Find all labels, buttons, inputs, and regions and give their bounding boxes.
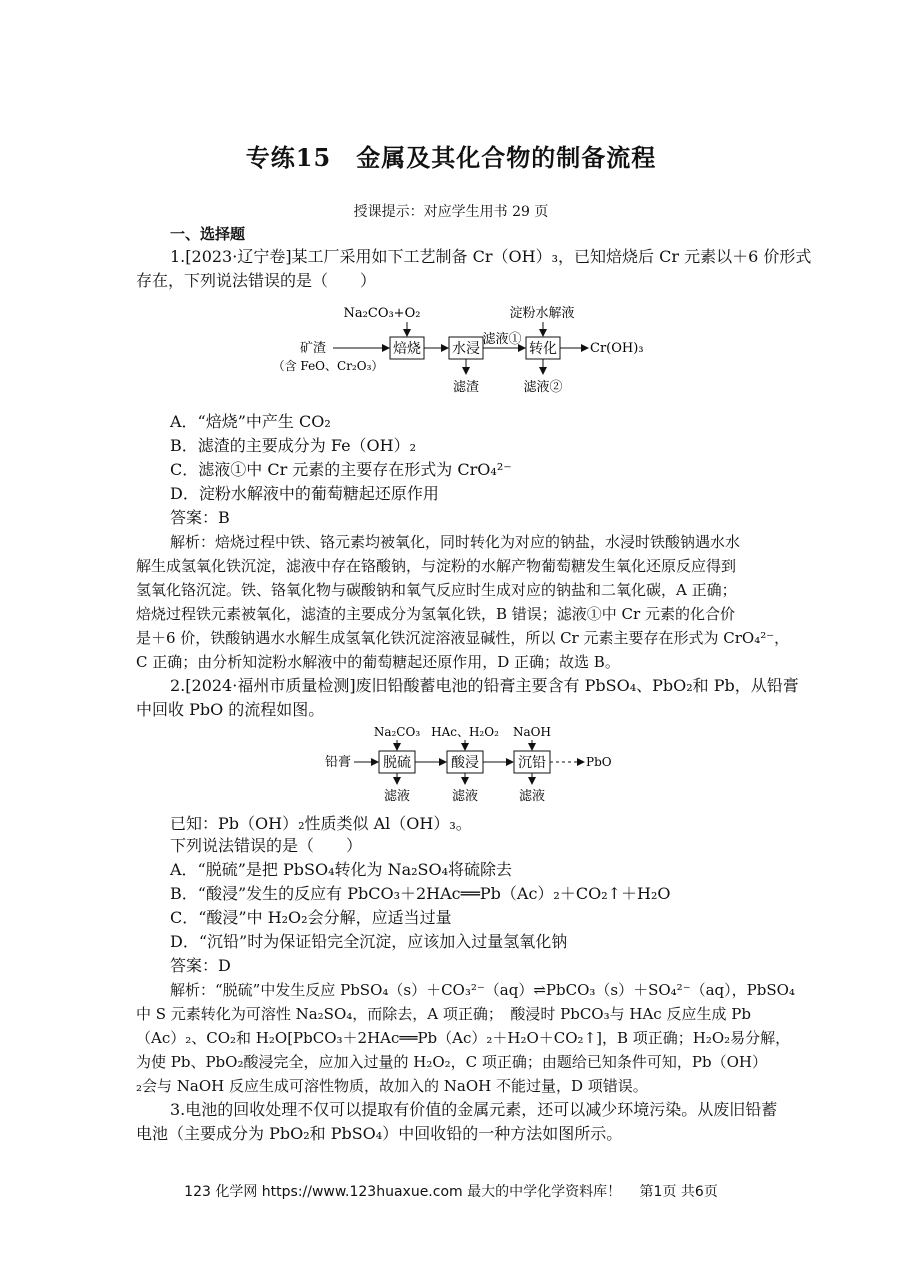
- q2-box-desulfur-label: 脱硫: [383, 755, 411, 771]
- q2-option-c: C．“酸浸”中 H₂O₂会分解，应适当过量: [170, 908, 452, 927]
- q1-explanation-line5: 是＋6 价，铁酸钠遇水水解生成氢氧化铁沉淀溶液显碱性，所以 Cr 元素主要存在形式为 CrO₄²⁻，: [136, 629, 790, 647]
- q2-input-reagent-1: Na₂CO₃: [373, 725, 421, 739]
- q1-option-b: B．滤渣的主要成分为 Fe（OH）₂: [170, 436, 417, 455]
- q1-input-reagent-1: Na₂CO₃+O₂: [343, 306, 421, 321]
- q3-stem-line1: 3.电池的回收处理不仅可以提取有价值的金属元素，还可以减少环境污染。从废旧铅蓄: [170, 1100, 778, 1119]
- q1-box-convert-label: 转化: [529, 341, 557, 357]
- q2-option-d: D．“沉铅”时为保证铅完全沉淀，应该加入过量氢氧化钠: [170, 932, 568, 951]
- q2-box-precipitate-label: 沉铅: [518, 755, 546, 771]
- q1-option-d: D．淀粉水解液中的葡萄糖起还原作用: [170, 484, 439, 503]
- section-heading: 一、选择题: [170, 225, 246, 243]
- q1-explanation-line4: 焙烧过程铁元素被氧化，滤渣的主要成分为氢氧化铁，B 错误；滤液①中 Cr 元素的化合价: [136, 605, 735, 623]
- q1-option-c: C．滤液①中 Cr 元素的主要存在形式为 CrO₄²⁻: [170, 460, 512, 479]
- q2-explanation-line4: 为使 Pb、PbO₂酸浸完全，应加入过量的 H₂O₂，C 项正确；由题给已知条件可知，Pb（OH）: [136, 1053, 767, 1071]
- q2-input-reagent-3: NaOH: [513, 725, 551, 739]
- q1-feed-label: 矿渣: [299, 341, 327, 356]
- q2-stem-line1: 2.[2024·福州市质量检测]废旧铅酸蓄电池的铅膏主要含有 PbSO₄、PbO₂和 Pb，从铅膏: [170, 676, 799, 695]
- q2-question: 下列说法错误的是（ ）: [170, 836, 363, 855]
- q2-product-label: PbO: [586, 755, 612, 769]
- q2-answer: 答案：D: [170, 956, 231, 975]
- q1-product-label: Cr(OH)₃: [590, 341, 644, 356]
- q2-option-b: B．“酸浸”发生的反应有 PbCO₃＋2HAc══Pb（Ac）₂＋CO₂↑＋H₂O: [170, 884, 671, 903]
- q2-input-reagent-2: HAc、H₂O₂: [431, 725, 499, 739]
- q2-output-filtrate1: 滤液: [383, 789, 411, 804]
- q1-box-roast-label: 焙烧: [393, 341, 421, 357]
- q1-answer: 答案：B: [170, 508, 230, 527]
- page-title: 专练15 金属及其化合物的制备流程: [245, 143, 657, 172]
- q1-output-filtrate2: 滤液②: [523, 380, 563, 395]
- q2-feed-label: 铅膏: [324, 755, 352, 770]
- q1-explanation-line2: 解生成氢氧化铁沉淀，滤液中存在铬酸钠，与淀粉的水解产物葡萄糖发生氧化还原反应得到: [136, 557, 737, 575]
- q2-output-filtrate2: 滤液: [451, 789, 479, 804]
- q1-process-diagram: [272, 298, 658, 400]
- q2-option-a: A．“脱硫”是把 PbSO₄转化为 Na₂SO₄将硫除去: [170, 860, 513, 879]
- q1-output-residue: 滤渣: [452, 380, 480, 395]
- q2-explanation-line2: 中 S 元素转化为可溶性 Na₂SO₄，而除去，A 项正确； 酸浸时 PbCO₃与 HAc 反应生成 Pb: [136, 1005, 751, 1023]
- q1-filtrate-label: 滤液①: [482, 332, 522, 347]
- q2-explanation-line5: ₂会与 NaOH 反应生成可溶性物质，故加入的 NaOH 不能过量，D 项错误。: [136, 1077, 648, 1095]
- q3-stem-line2: 电池（主要成分为 PbO₂和 PbSO₄）中回收铅的一种方法如图所示。: [136, 1124, 623, 1143]
- page-footer: 123 化学网 https://www.123huaxue.com 最大的中学化学资料库！ 第1页 共6页: [184, 1184, 718, 1200]
- q1-stem-line1: 1.[2023·辽宁卷]某工厂采用如下工艺制备 Cr（OH）₃，已知焙烧后 Cr 元素以＋6 价形式: [170, 247, 812, 266]
- q2-known: 已知：Pb（OH）₂性质类似 Al（OH）₃。: [170, 814, 472, 833]
- q1-box-leach-label: 水浸: [452, 341, 480, 357]
- q2-explanation-line3: （Ac）₂、CO₂和 H₂O[PbCO₃＋2HAc══Pb（Ac）₂＋H₂O＋CO₂↑]，B 项正确；H₂O₂易分解，: [136, 1029, 791, 1047]
- q1-input-reagent-2: 淀粉水解液: [509, 306, 575, 321]
- q2-output-filtrate3: 滤液: [518, 789, 546, 804]
- q2-box-acid-leach-label: 酸浸: [451, 755, 479, 771]
- q1-explanation-line3: 氢氧化铬沉淀。铁、铬氧化物与碳酸钠和氧气反应时生成对应的钠盐和二氧化碳，A 正确；: [136, 581, 737, 599]
- q2-stem-line2: 中回收 PbO 的流程如图。: [136, 700, 325, 719]
- q1-stem-line2: 存在，下列说法错误的是（ ）: [136, 271, 377, 290]
- lesson-hint: 授课提示：对应学生用书 29 页: [353, 204, 549, 220]
- q2-process-diagram: [322, 720, 622, 806]
- q1-explanation-line6: C 正确；由分析知淀粉水解液中的葡萄糖起还原作用，D 正确；故选 B。: [136, 653, 620, 671]
- q1-feed-note: （含 FeO、Cr₂O₃）: [272, 359, 384, 373]
- q2-explanation-line1: 解析：“脱硫”中发生反应 PbSO₄（s）＋CO₃²⁻（aq）⇌PbCO₃（s）＋SO₄²⁻（aq），PbSO₄: [170, 981, 795, 999]
- q1-explanation-line1: 解析：焙烧过程中铁、铬元素均被氧化，同时转化为对应的钠盐，水浸时铁酸钠遇水水: [170, 533, 741, 551]
- q1-option-a: A．“焙烧”中产生 CO₂: [170, 412, 331, 431]
